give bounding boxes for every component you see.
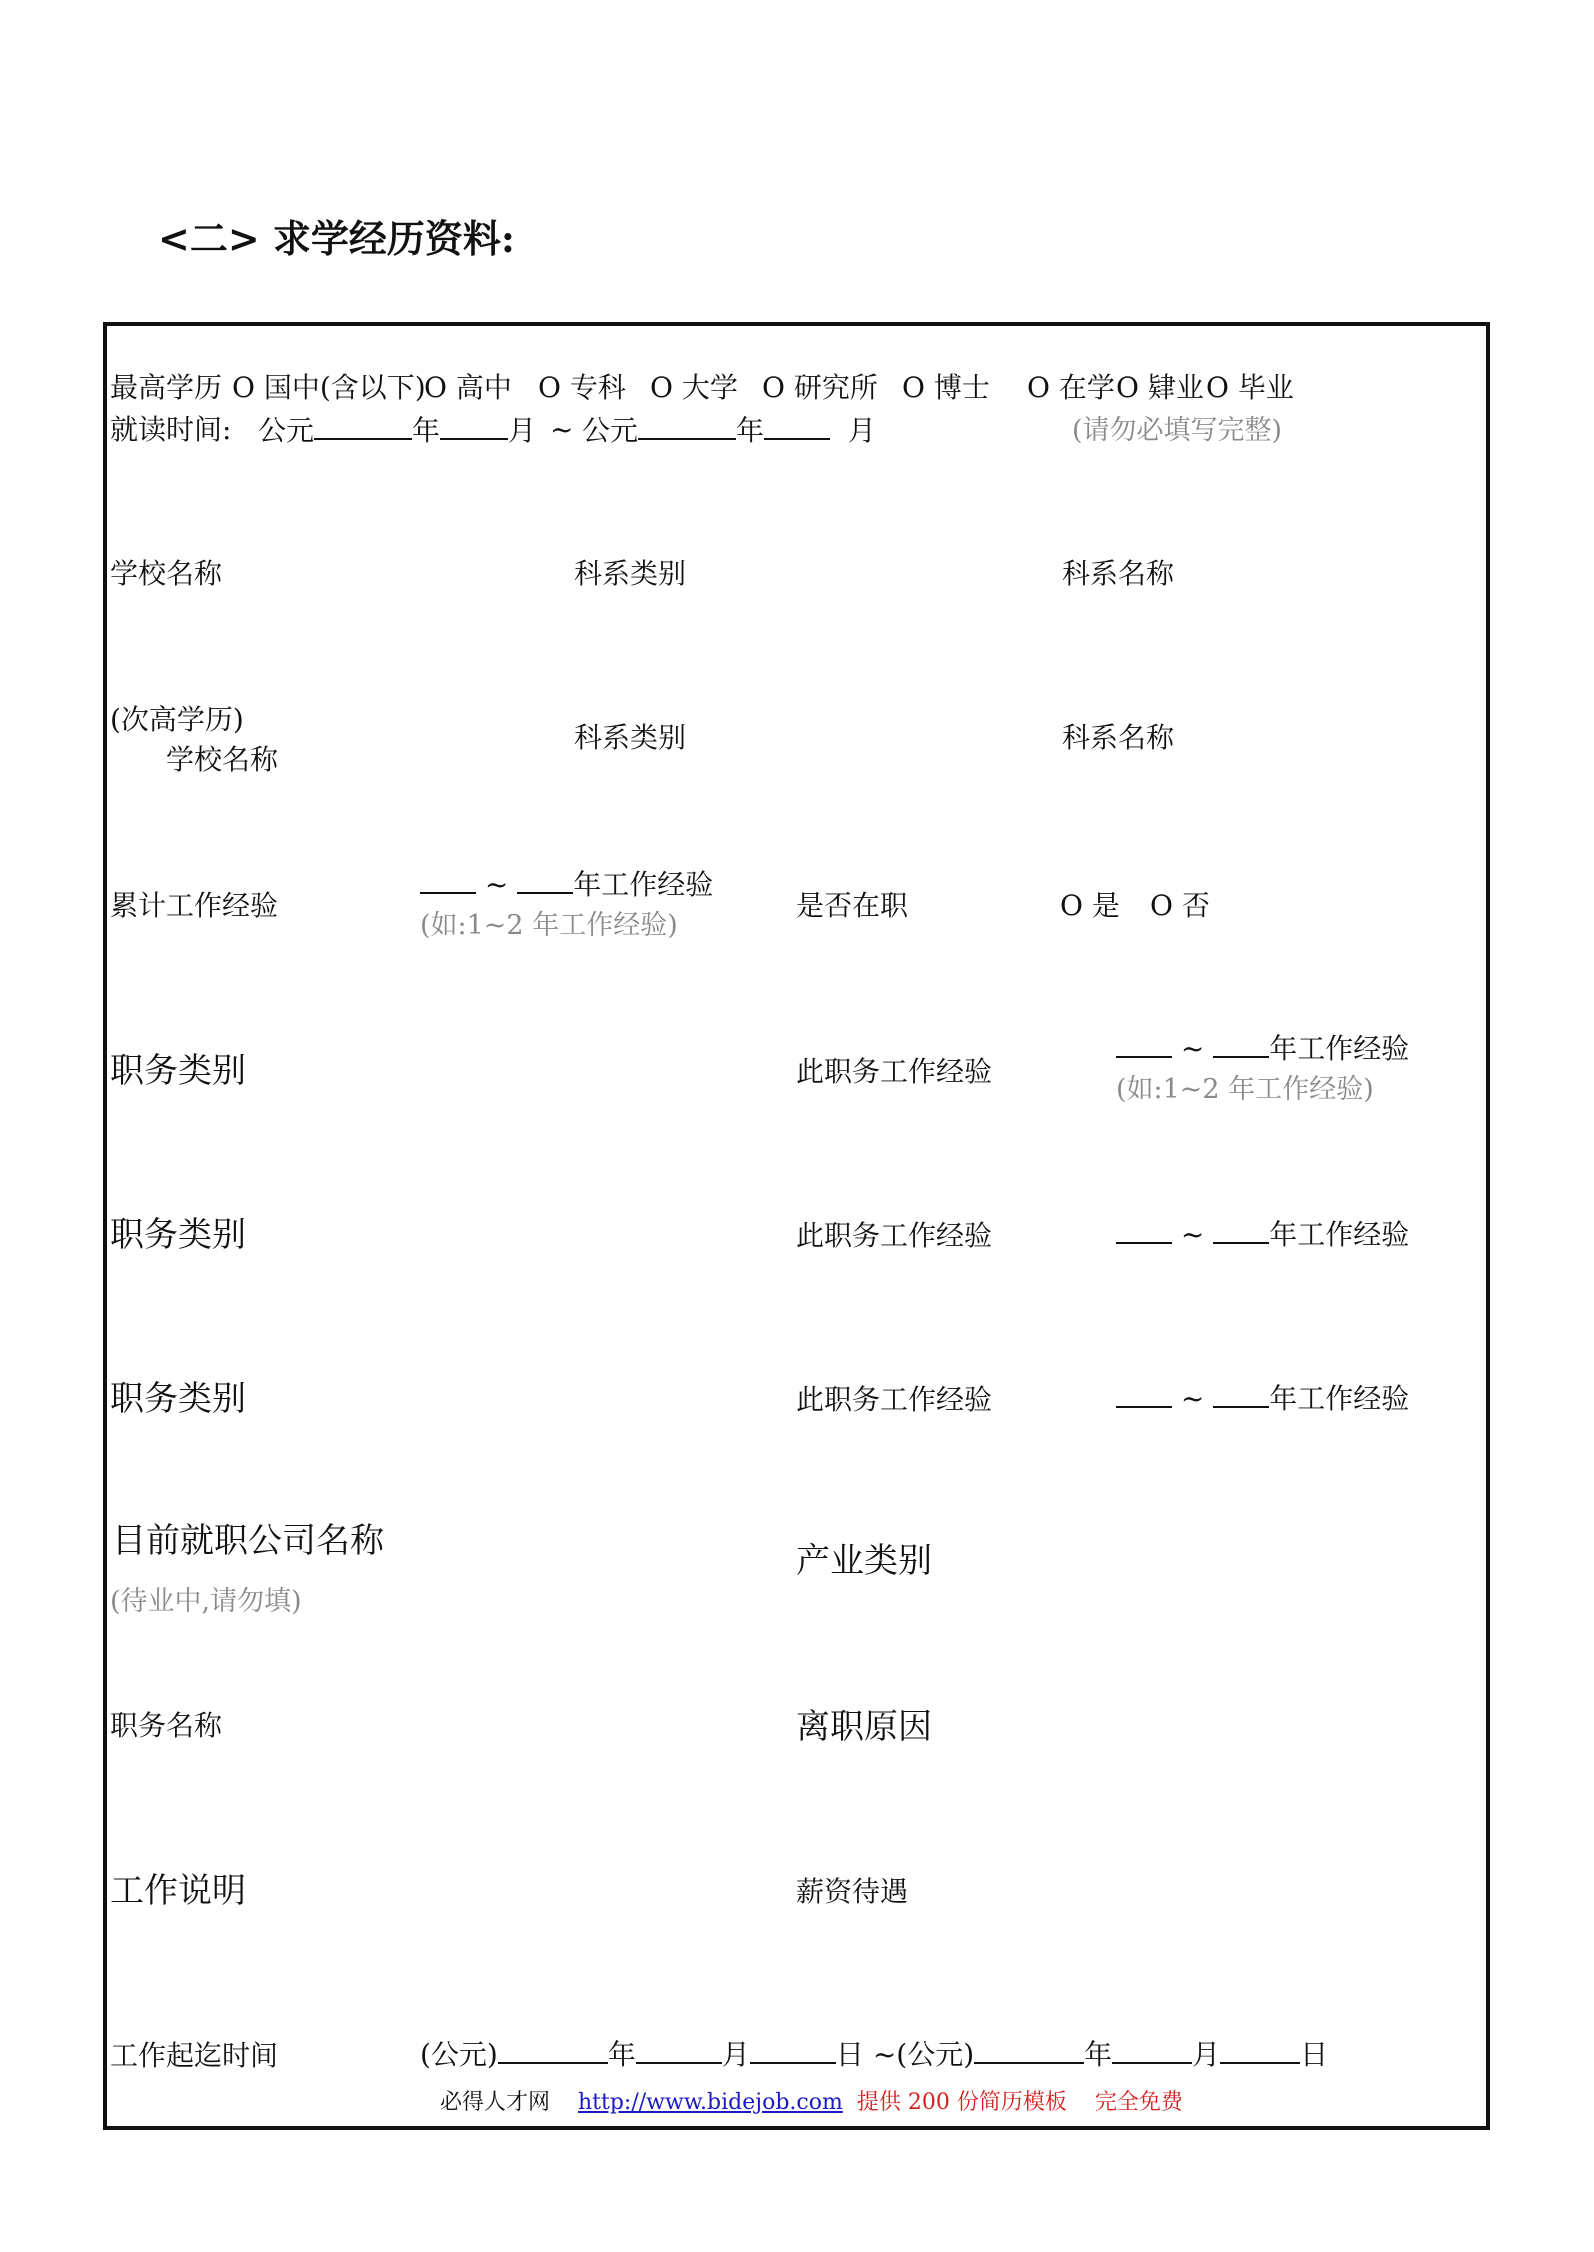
period-tilde: ~ xyxy=(550,413,574,446)
option-doctorate[interactable]: O 博士 xyxy=(902,371,990,404)
work-end-year-blank[interactable] xyxy=(974,2040,1084,2064)
second-dept-type-label: 科系类别 xyxy=(574,721,687,754)
highest-education-label: 最高学历 xyxy=(110,371,223,404)
work-period-fields: (公元) 年 月 日 ~(公元) 年 月 日 xyxy=(420,2038,1329,2071)
currently-employed-label: 是否在职 xyxy=(796,889,909,922)
job-experience-label-2: 此职务工作经验 xyxy=(796,1219,993,1252)
footer-url-link[interactable]: http://www.bidejob.com xyxy=(578,2090,843,2115)
option-graduate-school[interactable]: O 研究所 xyxy=(762,371,878,404)
work-start-month-blank[interactable] xyxy=(636,2040,722,2064)
job-experience-range-3: ~ 年工作经验 xyxy=(1116,1384,1409,1413)
dept-name-label: 科系名称 xyxy=(1062,557,1175,590)
current-company-hint: (待业中,请勿填) xyxy=(110,1586,302,1617)
job-exp-to-blank-1[interactable] xyxy=(1213,1034,1269,1058)
footer xyxy=(440,2092,1183,2114)
study-period-label: 就读时间: xyxy=(110,413,232,446)
job-description-label: 工作说明 xyxy=(110,1871,246,1911)
second-education-label: (次高学历) xyxy=(110,703,244,736)
option-university[interactable]: O 大学 xyxy=(650,371,738,404)
option-employed-yes[interactable]: O 是 xyxy=(1060,889,1120,922)
study-period-start: 公元 年 月 xyxy=(258,414,537,447)
exp-from-blank[interactable] xyxy=(420,870,476,894)
job-exp-to-blank-2[interactable] xyxy=(1213,1220,1269,1244)
job-experience-hint-1: (如:1~2 年工作经验) xyxy=(1116,1074,1374,1105)
option-employed-no[interactable]: O 否 xyxy=(1150,889,1210,922)
job-exp-to-blank-3[interactable] xyxy=(1213,1384,1269,1408)
work-end-month-blank[interactable] xyxy=(1112,2040,1192,2064)
end-month-blank[interactable] xyxy=(764,416,830,440)
end-year-blank[interactable] xyxy=(638,416,736,440)
job-experience-label-3: 此职务工作经验 xyxy=(796,1383,993,1416)
work-period-label: 工作起迄时间 xyxy=(110,2039,279,2072)
job-category-label-3: 职务类别 xyxy=(110,1379,246,1419)
work-start-day-blank[interactable] xyxy=(750,2040,836,2064)
leave-reason-label: 离职原因 xyxy=(796,1707,932,1747)
job-exp-from-blank-3[interactable] xyxy=(1116,1384,1172,1408)
period-note: (请勿必填写完整) xyxy=(1072,415,1283,446)
footer-free: 完全免费 xyxy=(1094,2090,1183,2115)
job-experience-range-1: ~ 年工作经验 xyxy=(1116,1034,1409,1063)
job-exp-from-blank-1[interactable] xyxy=(1116,1034,1172,1058)
current-company-label: 目前就职公司名称 xyxy=(112,1521,384,1561)
job-category-label-1: 职务类别 xyxy=(110,1051,246,1091)
section-heading: <二> 求学经历资料: xyxy=(158,216,515,261)
work-end-day-blank[interactable] xyxy=(1220,2040,1300,2064)
footer-site: 必得人才网 xyxy=(440,2090,551,2115)
dept-type-label: 科系类别 xyxy=(574,557,687,590)
job-experience-range-2: ~ 年工作经验 xyxy=(1116,1220,1409,1249)
option-high-school[interactable]: O 高中 xyxy=(424,371,512,404)
total-experience-range: ~ 年工作经验 xyxy=(420,870,713,899)
footer-promo: 提供 200 份简历模板 xyxy=(856,2090,1067,2115)
option-dropped[interactable]: O 肄业 xyxy=(1116,371,1204,404)
industry-label: 产业类别 xyxy=(796,1541,932,1581)
start-month-blank[interactable] xyxy=(440,416,508,440)
exp-to-blank[interactable] xyxy=(517,870,573,894)
second-school-name-label: 学校名称 xyxy=(166,743,279,776)
study-period-end: 公元 年 月 xyxy=(582,414,876,447)
job-title-label: 职务名称 xyxy=(110,1709,223,1742)
total-experience-label: 累计工作经验 xyxy=(110,889,279,922)
total-experience-hint: (如:1~2 年工作经验) xyxy=(420,910,678,941)
job-experience-label-1: 此职务工作经验 xyxy=(796,1055,993,1088)
start-year-blank[interactable] xyxy=(314,416,412,440)
job-exp-from-blank-2[interactable] xyxy=(1116,1220,1172,1244)
school-name-label: 学校名称 xyxy=(110,557,223,590)
option-graduated[interactable]: O 毕业 xyxy=(1206,371,1294,404)
second-dept-name-label: 科系名称 xyxy=(1062,721,1175,754)
option-junior-high[interactable]: O 国中(含以下) xyxy=(232,371,426,404)
salary-label: 薪资待遇 xyxy=(796,1875,909,1908)
work-start-year-blank[interactable] xyxy=(498,2040,608,2064)
option-enrolled[interactable]: O 在学 xyxy=(1027,371,1115,404)
job-category-label-2: 职务类别 xyxy=(110,1215,246,1255)
option-junior-college[interactable]: O 专科 xyxy=(538,371,626,404)
